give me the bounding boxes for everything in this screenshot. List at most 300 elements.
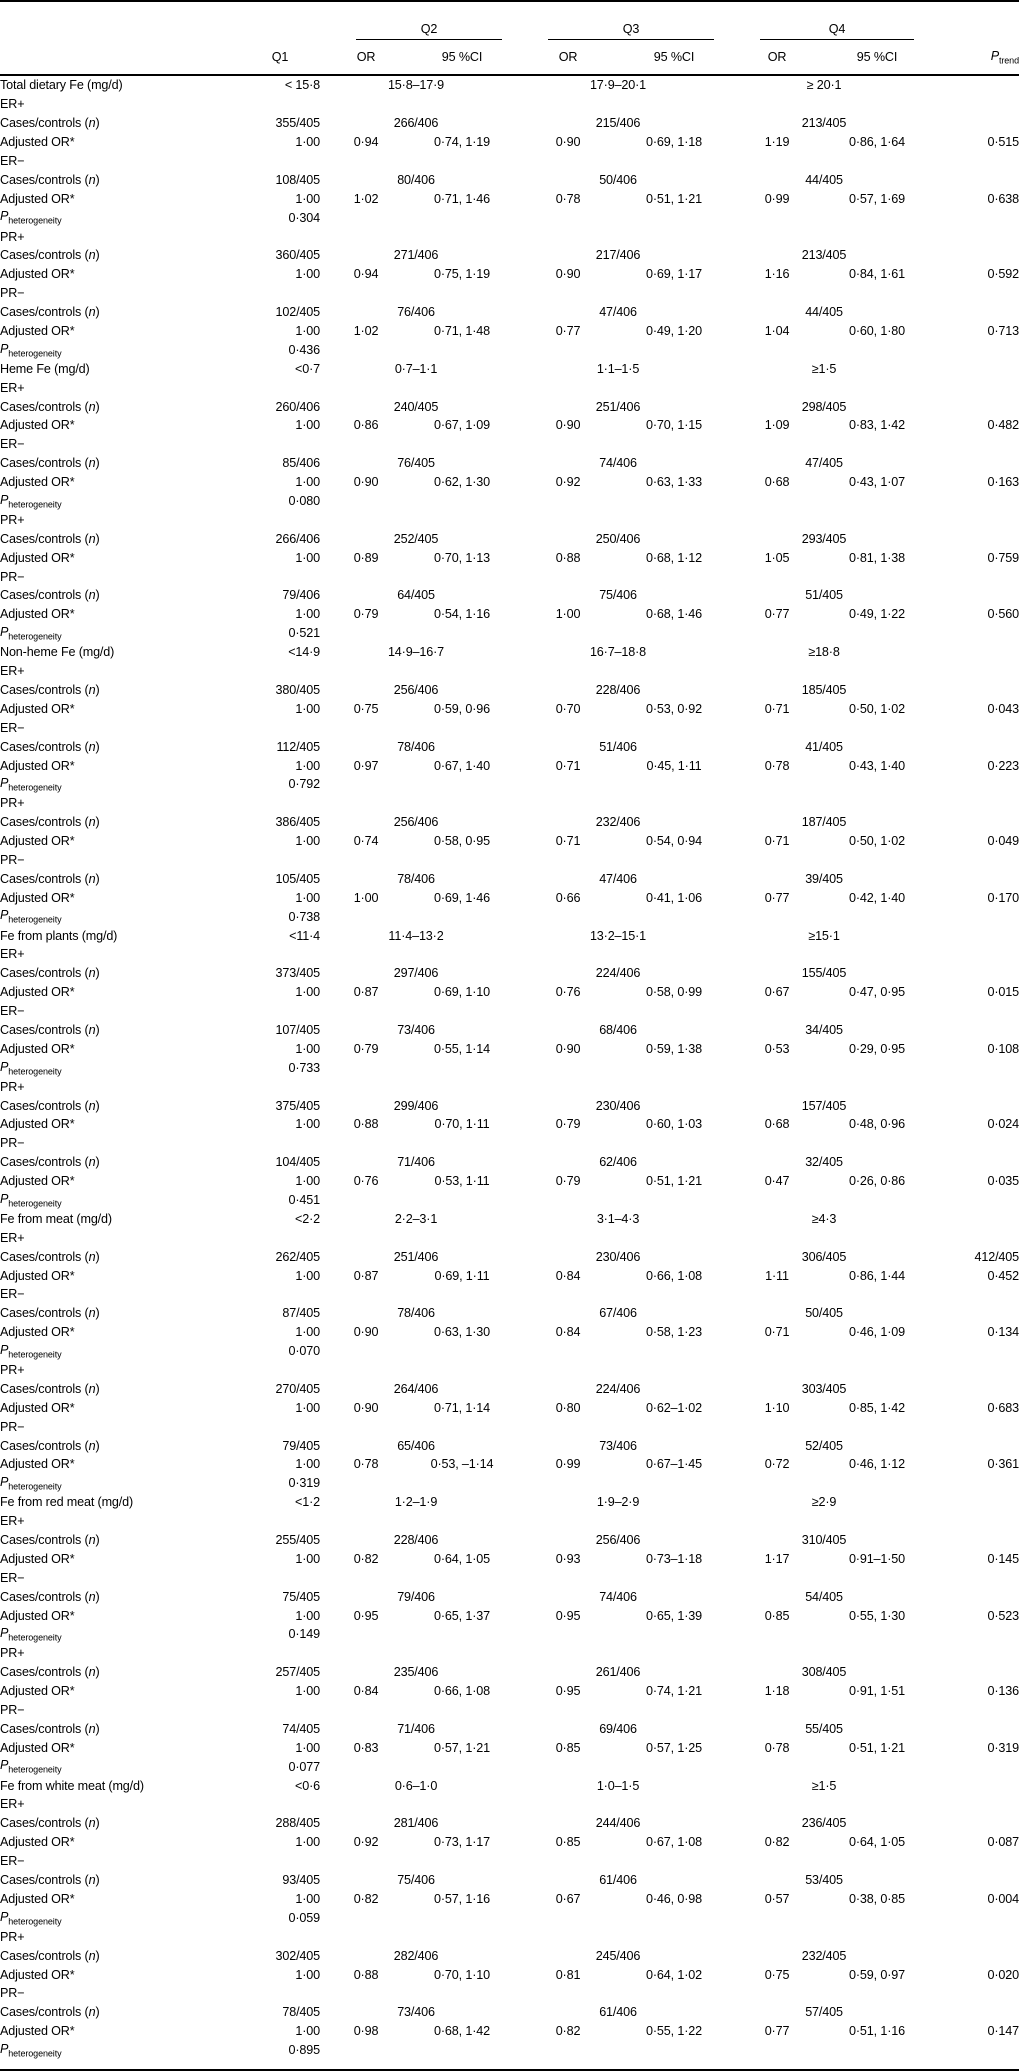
empty-cell	[240, 1077, 1019, 1096]
p-het-subscript: heterogeneity	[8, 1481, 62, 1492]
subgroup-row	[0, 945, 1019, 964]
subgroup-label: PR+	[0, 1363, 25, 1377]
p-trend-value: 0·087	[987, 1835, 1019, 1850]
adjusted-or-label: Adjusted OR*	[0, 550, 75, 565]
extra-cases-value	[924, 1663, 1019, 1682]
q3-cases-value: 47/406	[599, 305, 637, 320]
cases-label-n-italic: n	[88, 1098, 96, 1113]
q3-cases-value: 74/406	[599, 456, 637, 471]
subgroup-row	[0, 1077, 1019, 1096]
cases-label-prefix: Cases/controls (	[0, 1665, 89, 1680]
q4-group-label: Q4	[760, 22, 914, 40]
q2-cases-value: 80/406	[397, 172, 435, 187]
cases-label-prefix: Cases/controls (	[0, 1816, 89, 1831]
cases-label-suffix: )	[95, 1665, 100, 1680]
cases-row	[0, 1814, 1019, 1833]
extra-cases-value	[924, 1153, 1019, 1172]
adjusted-or-label: Adjusted OR*	[0, 1608, 75, 1623]
q3-ci-value: 0·69, 1·17	[646, 267, 702, 282]
subgroup-row	[0, 794, 1019, 813]
q4-or-value: 0·72	[764, 1457, 790, 1472]
q1-or-value: 1·00	[295, 267, 320, 282]
empty-cell	[240, 1228, 1019, 1247]
q2-range-value: 2·2–3·1	[394, 1211, 438, 1226]
cases-label-n-italic: n	[88, 248, 96, 263]
q4-ci-value: 0·43, 1·07	[849, 475, 905, 490]
q4-or-value: 0·99	[764, 191, 790, 206]
q3-cases-value: 224/406	[595, 1381, 641, 1396]
q2-cases-value: 73/406	[397, 1022, 435, 1037]
adjusted-or-label: Adjusted OR*	[0, 1268, 75, 1283]
cases-label-prefix: Cases/controls (	[0, 1438, 89, 1453]
q1-or-value: 1·00	[295, 1684, 320, 1699]
q1-or-value: 1·00	[295, 1835, 320, 1850]
subgroup-row	[0, 1361, 1019, 1380]
q4-cases-value: 155/405	[801, 966, 847, 981]
q2-or-value: 0·79	[353, 1041, 379, 1056]
cases-controls-label	[0, 964, 240, 983]
q2-cases-value: 76/405	[397, 456, 435, 471]
q3-ci-value: 0·59, 1·38	[646, 1041, 702, 1056]
q2-range-value: 15·8–17·9	[387, 78, 445, 93]
cases-row	[0, 681, 1019, 700]
q3-ci-value: 0·65, 1·39	[646, 1608, 702, 1623]
q2-ci-value: 0·54, 1·16	[434, 607, 490, 622]
p-het-subscript: heterogeneity	[8, 1198, 62, 1209]
q1-or-value: 1·00	[295, 1325, 320, 1340]
cases-label-prefix: Cases/controls (	[0, 1249, 89, 1264]
q3-cases-value: 74/406	[599, 1589, 637, 1604]
q1-cases-value: 87/405	[282, 1306, 320, 1321]
q2-ci-value: 0·57, 1·16	[434, 1891, 490, 1906]
q1-cases-value: 79/405	[282, 1438, 320, 1453]
q3-cases-value: 217/406	[595, 248, 641, 263]
cases-label-suffix: )	[95, 1721, 100, 1736]
q2-or-value: 0·84	[353, 1684, 379, 1699]
q3-or-value: 0·90	[555, 135, 581, 150]
empty-cell	[240, 662, 1019, 681]
q1-cases-value: 112/405	[276, 739, 320, 754]
cases-label-suffix: )	[95, 456, 100, 471]
p-trend-value: 0·163	[987, 475, 1019, 490]
q3-cases-value: 61/406	[599, 1873, 637, 1888]
q1-or-value: 1·00	[295, 1967, 320, 1982]
subgroup-row	[0, 1512, 1019, 1531]
q4-cases-value: 185/405	[801, 682, 847, 697]
cases-label-suffix: )	[95, 1022, 100, 1037]
extra-cases-value	[924, 1096, 1019, 1115]
adjusted-or-label: Adjusted OR*	[0, 1835, 75, 1850]
q2-or-value: 0·79	[353, 607, 379, 622]
q1-or-value: 1·00	[295, 1174, 320, 1189]
table-header	[0, 1, 1019, 75]
adjusted-or-label: Adjusted OR*	[0, 758, 75, 773]
q1-cases-value: 104/405	[275, 1155, 320, 1170]
q4-or-value: 1·18	[764, 1684, 790, 1699]
p-trend-value: 0·560	[987, 607, 1019, 622]
cases-controls-label	[0, 1304, 240, 1323]
cases-label-prefix: Cases/controls (	[0, 815, 89, 830]
cases-label-n-italic: n	[88, 1438, 96, 1453]
q1-or-value: 1·00	[295, 985, 320, 1000]
q1-cases-value: 108/405	[275, 172, 320, 187]
p-het-italic: P	[0, 209, 9, 224]
empty-cell	[240, 1417, 1019, 1436]
cases-row	[0, 1436, 1019, 1455]
cases-controls-label	[0, 1814, 240, 1833]
p-heterogeneity-label	[0, 775, 240, 794]
q4-cases-value: 32/405	[805, 1155, 843, 1170]
q4-or-value: 0·67	[764, 985, 790, 1000]
q4-or-value: 0·82	[764, 1835, 790, 1850]
cases-label-prefix: Cases/controls (	[0, 588, 89, 603]
q4-or-value: 1·19	[764, 135, 790, 150]
p-het-italic: P	[0, 625, 9, 640]
p-heterogeneity-label	[0, 1191, 240, 1210]
q4-or-value: 1·10	[764, 1400, 790, 1415]
p-heterogeneity-row	[0, 907, 1019, 926]
subgroup-label: ER−	[0, 1570, 25, 1585]
q1-cases-value: 270/405	[275, 1381, 320, 1396]
subgroup-label: ER+	[0, 380, 25, 395]
q4-range-value: ≥4·3	[811, 1211, 837, 1226]
q3-or-value: 0·95	[555, 1608, 581, 1623]
q1-cases-value: 74/405	[282, 1721, 320, 1736]
empty-cell	[320, 1058, 1019, 1077]
p-heterogeneity-label	[0, 907, 240, 926]
cases-label-suffix: )	[95, 871, 100, 886]
q3-ci-value: 0·73–1·18	[645, 1551, 703, 1566]
adjusted-or-label: Adjusted OR*	[0, 2024, 75, 2039]
q2-cases-value: 240/405	[393, 399, 439, 414]
q4-ci-value: 0·55, 1·30	[849, 1608, 905, 1623]
q2-or-value: 0·75	[353, 701, 379, 716]
cases-label-n-italic: n	[88, 1306, 96, 1321]
cases-label-n-italic: n	[88, 815, 96, 830]
q4-or-value: 0·68	[764, 1117, 790, 1132]
q2-cases-value: 264/406	[393, 1381, 439, 1396]
p-het-subscript: heterogeneity	[8, 914, 62, 925]
p-heterogeneity-value: 0·521	[288, 626, 320, 641]
subgroup-label: ER+	[0, 1514, 25, 1529]
subgroup-label: PR+	[0, 1929, 25, 1944]
empty-cell	[320, 1191, 1019, 1210]
q1-or-value: 1·00	[295, 475, 320, 490]
p-heterogeneity-row	[0, 775, 1019, 794]
q1-or-value: 1·00	[295, 1608, 320, 1623]
q1-cases-value: 262/405	[275, 1249, 320, 1264]
p-trend-value: 0·361	[987, 1457, 1019, 1472]
p-trend-value: 0·035	[987, 1174, 1019, 1189]
q3-ci-value: 0·41, 1·06	[646, 890, 702, 905]
q3-cases-value: 68/406	[599, 1022, 637, 1037]
p-heterogeneity-value: 0·080	[288, 494, 320, 509]
cases-row	[0, 586, 1019, 605]
p-heterogeneity-value: 0·149	[288, 1627, 320, 1642]
q2-cases-value: 76/406	[397, 305, 435, 320]
q4-cases-value: 53/405	[805, 1873, 843, 1888]
q3-ci-value: 0·67, 1·08	[646, 1835, 702, 1850]
q3-or-value: 0·66	[555, 890, 581, 905]
q2-or-value: 0·89	[353, 550, 379, 565]
q3-or-value: 0·79	[555, 1174, 581, 1189]
q2-cases-value: 299/406	[393, 1098, 439, 1113]
empty-cell	[240, 1361, 1019, 1380]
p-het-subscript: heterogeneity	[8, 1916, 62, 1927]
cases-label-suffix: )	[95, 1381, 100, 1396]
subgroup-row	[0, 1852, 1019, 1871]
extra-cases-value	[924, 246, 1019, 265]
q1-or-value: 1·00	[295, 2024, 320, 2039]
p-het-italic: P	[0, 776, 9, 791]
cases-controls-label	[0, 170, 240, 189]
q4-ci-value: 0·57, 1·69	[849, 191, 905, 206]
subgroup-row	[0, 227, 1019, 246]
adjusted-or-row	[0, 1455, 1019, 1474]
cases-label-prefix: Cases/controls (	[0, 1098, 89, 1113]
q4-ci-value: 0·59, 0·97	[849, 1967, 905, 1982]
q2-ci-value: 0·71, 1·46	[434, 191, 490, 206]
p-heterogeneity-row	[0, 1058, 1019, 1077]
cases-row	[0, 1946, 1019, 1965]
q2-range-value: 1·2–1·9	[394, 1495, 438, 1510]
p-heterogeneity-value: 0·304	[288, 210, 320, 225]
q2-ci-value: 0·58, 0·95	[434, 834, 490, 849]
p-trend-value: 0·482	[987, 418, 1019, 433]
q2-range-value: 11·4–13·2	[388, 928, 444, 943]
q3-ci-value: 0·69, 1·18	[646, 135, 702, 150]
q2-or-value: 0·90	[353, 1325, 379, 1340]
empty-cell	[320, 775, 1019, 794]
q4-ci-value: 0·43, 1·40	[849, 758, 905, 773]
cases-label-prefix: Cases/controls (	[0, 739, 89, 754]
adjusted-or-row	[0, 1606, 1019, 1625]
q3-or-value: 0·93	[555, 1551, 581, 1566]
p-trend-value: 0·170	[987, 890, 1019, 905]
subgroup-row	[0, 1417, 1019, 1436]
p-heterogeneity-value: 0·738	[288, 909, 320, 924]
q2-or-value: 0·92	[353, 1835, 379, 1850]
p-trend-value	[924, 1493, 1019, 1512]
q2-cases-value: 256/406	[393, 815, 439, 830]
cases-label-n-italic: n	[88, 2005, 96, 2020]
q3-ci-value: 0·66, 1·08	[646, 1268, 702, 1283]
q1-cases-value: 105/405	[275, 871, 320, 886]
cases-row	[0, 1247, 1019, 1266]
adjusted-or-row	[0, 1398, 1019, 1417]
q1-or-value: 1·00	[295, 701, 320, 716]
p-trend-value: 0·147	[987, 2024, 1019, 2039]
p-het-subscript: heterogeneity	[8, 1632, 62, 1643]
q4-range-value: ≥2·9	[811, 1495, 837, 1510]
cases-label-n-italic: n	[88, 1721, 96, 1736]
q3-ci-value: 0·51, 1·21	[646, 191, 702, 206]
q3-or-value: 1·00	[555, 607, 581, 622]
cases-row	[0, 246, 1019, 265]
q4-or-value: 1·05	[764, 550, 790, 565]
p-trend-value: 0·108	[987, 1041, 1019, 1056]
q3-cases-value: 50/406	[599, 172, 637, 187]
section-label: Non-heme Fe (mg/d)	[0, 645, 115, 660]
adjusted-or-row	[0, 699, 1019, 718]
q2-ci-value: 0·74, 1·19	[434, 135, 490, 150]
section-row	[0, 75, 1019, 95]
q1-range-value: <1·2	[295, 1495, 320, 1510]
cases-label-prefix: Cases/controls (	[0, 399, 89, 414]
extra-cases-value	[924, 1021, 1019, 1040]
q3-cases-value: 228/406	[595, 682, 641, 697]
p-het-subscript: heterogeneity	[8, 1764, 62, 1775]
cases-label-prefix: Cases/controls (	[0, 1948, 89, 1963]
subgroup-row	[0, 284, 1019, 303]
cases-row	[0, 114, 1019, 133]
p-trend-value: 0·713	[987, 324, 1019, 339]
q4-or-value: 0·78	[764, 758, 790, 773]
q3-or-value: 0·79	[555, 1117, 581, 1132]
empty-cell	[240, 1927, 1019, 1946]
adjusted-or-row	[0, 888, 1019, 907]
subgroup-label: ER+	[0, 664, 25, 679]
q4-ci-value: 0·85, 1·42	[849, 1400, 905, 1415]
cases-label-n-italic: n	[88, 1022, 96, 1037]
p-het-subscript: heterogeneity	[8, 782, 62, 793]
p-het-subscript: heterogeneity	[8, 348, 62, 359]
cases-row	[0, 1153, 1019, 1172]
q2-or-value: 0·78	[353, 1457, 379, 1472]
p-het-italic: P	[0, 1475, 9, 1490]
q2-ci-value: 0·59, 0·96	[434, 701, 490, 716]
q3-ci-column-header: 95 %CI	[624, 40, 724, 75]
subgroup-row	[0, 1984, 1019, 2003]
q4-ci-value: 0·51, 1·21	[849, 1740, 905, 1755]
q2-or-value: 0·86	[353, 418, 379, 433]
extra-cases-value	[924, 114, 1019, 133]
extra-cases-value	[924, 1379, 1019, 1398]
cases-row	[0, 737, 1019, 756]
cases-controls-label	[0, 681, 240, 700]
q2-ci-value: 0·63, 1·30	[434, 1325, 490, 1340]
cases-label-n-italic: n	[88, 172, 96, 187]
subgroup-label: PR+	[0, 1646, 25, 1661]
q4-cases-value: 213/405	[801, 116, 847, 131]
cases-label-n-italic: n	[88, 531, 96, 546]
cases-label-suffix: )	[95, 682, 100, 697]
q3-or-value: 0·85	[555, 1835, 581, 1850]
p-heterogeneity-label	[0, 1058, 240, 1077]
q4-ci-value: 0·83, 1·42	[849, 418, 905, 433]
cases-row	[0, 1379, 1019, 1398]
cases-row	[0, 1871, 1019, 1890]
q3-ci-value: 0·55, 1·22	[646, 2024, 702, 2039]
p-trend-value: 0·759	[987, 550, 1019, 565]
q2-cases-value: 78/406	[397, 1306, 435, 1321]
subgroup-label: ER+	[0, 947, 25, 962]
q1-cases-value: 260/406	[275, 399, 320, 414]
q1-cases-value: 255/405	[275, 1533, 320, 1548]
p-trend-value: 0·683	[987, 1400, 1019, 1415]
empty-cell	[240, 1512, 1019, 1531]
adjusted-or-row	[0, 548, 1019, 567]
q2-or-value: 0·83	[353, 1740, 379, 1755]
q2-cases-value: 71/406	[397, 1155, 435, 1170]
cases-label-n-italic: n	[88, 456, 96, 471]
subgroup-label: PR−	[0, 1136, 25, 1151]
p-heterogeneity-row	[0, 1474, 1019, 1493]
p-trend-value: 0·020	[987, 1967, 1019, 1982]
q4-ci-value: 0·91–1·50	[848, 1551, 906, 1566]
p-het-subscript: heterogeneity	[8, 631, 62, 642]
q1-or-value: 1·00	[295, 1041, 320, 1056]
cases-label-prefix: Cases/controls (	[0, 1155, 89, 1170]
cases-row	[0, 454, 1019, 473]
q3-or-value: 0·95	[555, 1684, 581, 1699]
subgroup-label: ER−	[0, 1854, 25, 1869]
q2-ci-value: 0·69, 1·11	[434, 1268, 490, 1283]
empty-cell	[320, 624, 1019, 643]
cases-controls-label	[0, 454, 240, 473]
empty-cell	[320, 1908, 1019, 1927]
adjusted-or-row	[0, 1266, 1019, 1285]
q3-cases-value: 224/406	[595, 966, 641, 981]
p-trend-value: 0·134	[987, 1325, 1019, 1340]
q1-or-value: 1·00	[295, 758, 320, 773]
extra-cases-value	[924, 1587, 1019, 1606]
adjusted-or-row	[0, 322, 1019, 341]
q1-or-value: 1·00	[295, 135, 320, 150]
subgroup-row	[0, 851, 1019, 870]
q1-or-value: 1·00	[295, 1551, 320, 1566]
adjusted-or-row	[0, 1039, 1019, 1058]
q3-cases-value: 230/406	[595, 1098, 641, 1113]
subgroup-label: ER−	[0, 154, 25, 168]
q2-ci-value: 0·65, 1·37	[434, 1608, 490, 1623]
column-header-row	[0, 40, 1019, 75]
q4-or-value: 1·11	[765, 1268, 789, 1283]
empty-header-cell	[0, 40, 240, 75]
cases-label-suffix: )	[95, 966, 100, 981]
cases-label-suffix: )	[95, 1873, 100, 1888]
cases-label-n-italic: n	[88, 1665, 96, 1680]
p-heterogeneity-label	[0, 2041, 240, 2060]
q3-or-value: 0·67	[555, 1891, 581, 1906]
empty-cell	[240, 1701, 1019, 1720]
adjusted-or-label: Adjusted OR*	[0, 1117, 75, 1132]
q3-or-value: 0·81	[555, 1967, 581, 1982]
q3-range-value: 1·0–1·5	[596, 1778, 640, 1793]
p-heterogeneity-row	[0, 492, 1019, 511]
q4-ci-value: 0·38, 0·85	[849, 1891, 905, 1906]
q4-range-value: ≥1·5	[811, 361, 837, 376]
p-heterogeneity-label	[0, 340, 240, 359]
cases-controls-label	[0, 1247, 240, 1266]
p-trend-value: 0·523	[987, 1608, 1019, 1623]
subgroup-row	[0, 1795, 1019, 1814]
adjusted-or-label: Adjusted OR*	[0, 985, 75, 1000]
adjusted-or-label: Adjusted OR*	[0, 701, 75, 716]
p-trend-value: 0·638	[987, 191, 1019, 206]
extra-cases-value	[924, 737, 1019, 756]
empty-cell	[320, 492, 1019, 511]
subgroup-row	[0, 718, 1019, 737]
q4-cases-value: 41/405	[805, 739, 843, 754]
adjusted-or-row	[0, 832, 1019, 851]
adjusted-or-row	[0, 756, 1019, 775]
p-heterogeneity-label	[0, 624, 240, 643]
q3-ci-value: 0·51, 1·21	[646, 1174, 702, 1189]
cases-label-suffix: )	[95, 1438, 100, 1453]
q2-cases-value: 282/406	[393, 1948, 439, 1963]
table-footer	[0, 2060, 1019, 2070]
